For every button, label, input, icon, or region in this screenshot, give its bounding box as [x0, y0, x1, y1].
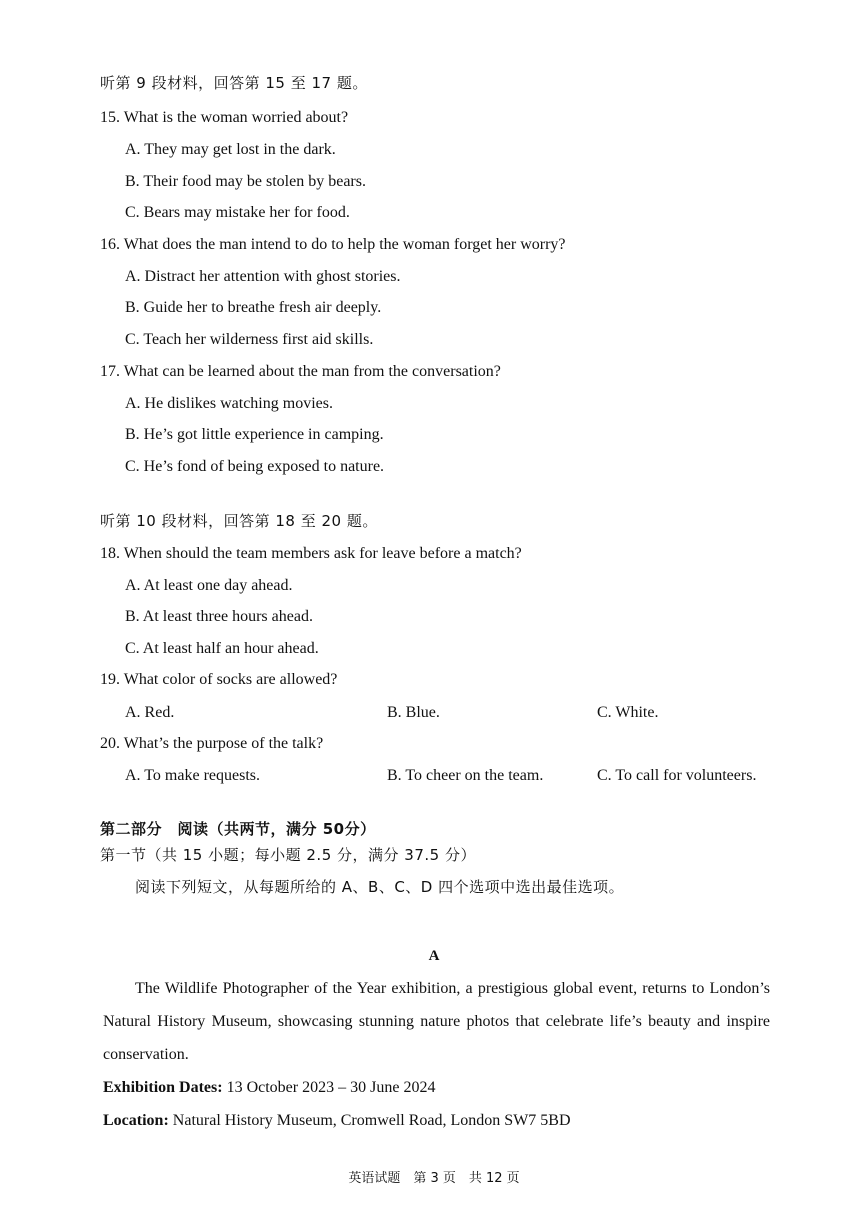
question-16: 16. What does the man intend to do to help the woman forget her worry? — [100, 236, 566, 253]
question-19: 19. What color of socks are allowed? — [100, 671, 338, 688]
q18-option-a: A. At least one day ahead. — [125, 577, 293, 594]
page-footer: 英语试题 第 3 页 共 12 页 — [348, 1171, 520, 1186]
q15-option-a: A. They may get lost in the dark. — [125, 141, 336, 158]
part2-instruction: 阅读下列短文，从每题所给的 A、B、C、D 四个选项中选出最佳选项。 — [135, 878, 625, 896]
q16-option-a: A. Distract her attention with ghost stories. — [125, 268, 401, 285]
question-18: 18. When should the team members ask for leave before a match? — [100, 545, 522, 562]
q17-option-a: A. He dislikes watching movies. — [125, 395, 333, 412]
q20-option-a: A. To make requests. — [125, 767, 260, 784]
q17-option-b: B. He’s got little experience in camping. — [125, 426, 384, 443]
part2-title: 第二部分 阅读（共两节，满分 50分） — [100, 820, 376, 838]
exhibition-dates-value: 13 October 2023 – 30 June 2024 — [222, 1079, 436, 1096]
exhibition-location-value: Natural History Museum, Cromwell Road, London SW7 5BD — [168, 1112, 571, 1129]
passage-paragraph-text: The Wildlife Photographer of the Year exhibition, a prestigious global event, returns to London’s Natural History Museum, showcasing stunning nature photos that celebrate life’s beauty and inspire conservation. — [103, 980, 770, 1063]
q16-option-b: B. Guide her to breathe fresh air deeply. — [125, 299, 382, 316]
q20-option-b: B. To cheer on the team. — [387, 767, 544, 784]
passage-paragraph — [103, 972, 770, 1071]
exhibition-location-label: Location: — [103, 1112, 169, 1129]
q16-option-c: C. Teach her wilderness first aid skills. — [125, 331, 374, 348]
q19-option-c: C. White. — [597, 704, 659, 721]
exhibition-dates-label: Exhibition Dates: — [103, 1079, 223, 1096]
question-20: 20. What’s the purpose of the talk? — [100, 735, 324, 752]
exhibition-dates — [103, 1078, 435, 1098]
part2-subtitle: 第一节（共 15 小题；每小题 2.5 分，满分 37.5 分） — [100, 846, 476, 864]
exhibition-location — [103, 1111, 571, 1131]
q20-option-c: C. To call for volunteers. — [597, 767, 757, 784]
question-17: 17. What can be learned about the man from the conversation? — [100, 363, 501, 380]
q17-option-c: C. He’s fond of being exposed to nature. — [125, 458, 385, 475]
q19-option-b: B. Blue. — [387, 704, 440, 721]
q15-option-b: B. Their food may be stolen by bears. — [125, 173, 366, 190]
q18-option-c: C. At least half an hour ahead. — [125, 640, 319, 657]
q15-option-c: C. Bears may mistake her for food. — [125, 204, 350, 221]
q18-option-b: B. At least three hours ahead. — [125, 608, 313, 625]
section-heading-9: 听第 9 段材料，回答第 15 至 17 题。 — [100, 74, 368, 92]
q19-option-a: A. Red. — [125, 704, 175, 721]
passage-label: A — [428, 948, 440, 964]
section-heading-10: 听第 10 段材料，回答第 18 至 20 题。 — [100, 512, 378, 530]
question-15: 15. What is the woman worried about? — [100, 109, 349, 126]
